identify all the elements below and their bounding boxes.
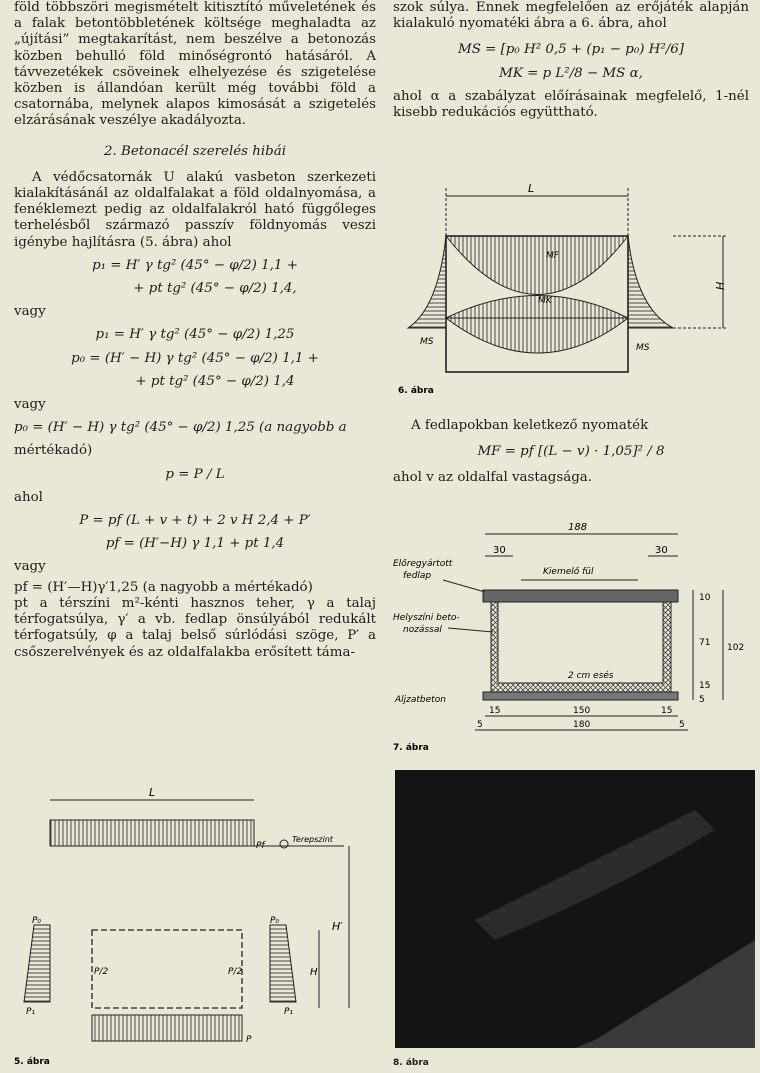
- label-fedlap: fedlap: [403, 571, 432, 581]
- fig5-label-terepszint: Terepszint: [292, 835, 333, 844]
- figure-caption: 8. ábra: [393, 1058, 429, 1068]
- dim-5-right: 5: [679, 720, 685, 730]
- section-heading: 2. Betonacél szerelés hibái: [103, 143, 287, 159]
- paragraph: ahol v az oldalfal vastagsága.: [393, 470, 593, 486]
- fig5-label-Hprime: H′: [332, 920, 343, 933]
- paragraph: pt a térszíni m²-kénti hasznos teher, γ a talaj térfogatsúlya, γ′ a vb. fedlap önsúlyából redukált térfogatsúly, φ a talaj belső súrlódási szöge, P′ a csőszerelvények és az oldalfalakba erősített táma-: [14, 595, 376, 660]
- equation: MS = [p₀ H² 0,5 + (p₁ − p₀) H²/6]: [458, 42, 684, 58]
- fig5-label-H: H: [310, 967, 318, 978]
- word-vagy: vagy: [14, 559, 46, 575]
- dim-71: 71: [699, 638, 711, 648]
- equation: + pt tg² (45° − φ/2) 1,4,: [133, 281, 297, 297]
- figure-7: [393, 520, 753, 760]
- fig6-label-H: H: [714, 281, 727, 290]
- figure-caption: 7. ábra: [393, 743, 429, 753]
- label-nozassal: nozással: [403, 625, 442, 635]
- equation: pf = (H′—H)γ′1,25 (a nagyobb a mértékadó): [14, 579, 313, 595]
- fig5-label-P0-left: P₀: [32, 916, 42, 926]
- left-column: [14, 0, 376, 661]
- word-vagy: vagy: [14, 304, 46, 320]
- dim-5-side: 5: [699, 695, 705, 705]
- label-eloregyartott: Előregyártott: [393, 559, 453, 569]
- dim-15-side: 15: [699, 681, 711, 691]
- equation: p₀ = (H′ − H) γ tg² (45° − φ/2) 1,25 (a nagyobb a: [14, 420, 347, 436]
- word-vagy: vagy: [14, 397, 46, 413]
- figure-8-photo: [395, 770, 755, 1048]
- dim-5-left: 5: [477, 720, 483, 730]
- equation: p₀ = (H′ − H) γ tg² (45° − φ/2) 1,1 +: [71, 350, 319, 366]
- equation: P = pf (L + v + t) + 2 v H 2,4 + P′: [79, 513, 311, 529]
- paragraph: A védőcsatornák U alakú vasbeton szerkezeti kialakításánál az oldalfalakat a föld oldalnyomása, a fenéklemezt pedig az oldalfalakról ható függőleges terhelésből származó passzív földnyomás veszi igénybe hajlításra (5. ábra) ahol: [14, 169, 376, 250]
- dim-30-right: 30: [655, 545, 668, 556]
- equation: MK = p L²/8 − MS α,: [499, 65, 643, 81]
- fig5-label-L: L: [149, 786, 156, 799]
- equation: p = P / L: [165, 466, 225, 482]
- paragraph: föld többszöri megismételt kitisztító műveletének és a falak betontöbbletének költsége meghaladta az „újítási” megtakarítást, nem beszélve a betonozás közben behulló föld minőségrontó hatásáról. A távvezetékek csöveinek elhelyezése és szigetelése közben is állandóan került még további föld a csatornába, melynek alapos kimosását a szigetelés elzárásának veszélye akadályozta.: [14, 0, 376, 129]
- dim-10: 10: [699, 593, 711, 603]
- equation: MF = pf [(L − v) · 1,05]² / 8: [477, 444, 665, 460]
- label-helyszini: Helyszíni beto-: [393, 613, 460, 623]
- fig6-label-MK: MK: [538, 296, 552, 306]
- equation-continuation: mértékadó): [14, 443, 93, 459]
- label-kiemelo-ful: Kiemelő fül: [543, 567, 594, 577]
- dim-102: 102: [727, 643, 745, 653]
- right-column: [393, 0, 749, 121]
- figure-6: [398, 178, 748, 398]
- figure-caption: 6. ábra: [398, 386, 434, 396]
- label-aljzatbeton: Aljzatbeton: [395, 695, 446, 705]
- equation: p₁ = H′ γ tg² (45° − φ/2) 1,1 +: [92, 257, 298, 273]
- fig5-label-P: P: [246, 1035, 252, 1045]
- equation: + pt tg² (45° − φ/2) 1,4: [135, 373, 295, 389]
- dim-180: 180: [573, 720, 591, 730]
- label-eses: 2 cm esés: [568, 671, 614, 681]
- paragraph: szok súlya. Ennek megfelelően az erőjáték alapján kialakuló nyomatéki ábra a 6. ábra, ahol: [393, 0, 749, 32]
- word-ahol: ahol: [14, 489, 43, 505]
- fig6-label-MS-left: MS: [420, 337, 434, 347]
- dim-30-left: 30: [493, 545, 506, 556]
- fig6-label-MS-right: MS: [636, 343, 650, 353]
- fig6-label-L: L: [528, 182, 535, 195]
- paragraph: A fedlapokban keletkező nyomaték: [411, 418, 649, 433]
- fig5-label-P2-left: P/2: [94, 967, 109, 977]
- fig5-label-Pf: Pf: [256, 841, 265, 851]
- dim-15-right: 15: [661, 706, 673, 716]
- equation: pf = (H′−H) γ 1,1 + pt 1,4: [105, 536, 285, 552]
- fig5-label-P1-right: P₁: [284, 1007, 294, 1017]
- figure-caption: 5. ábra: [14, 1057, 50, 1067]
- equation: p₁ = H′ γ tg² (45° − φ/2) 1,25: [95, 327, 295, 343]
- dim-188: 188: [568, 522, 588, 533]
- dim-15-left: 15: [489, 706, 501, 716]
- figure-5: [14, 780, 384, 1070]
- fig6-label-MF: MF: [546, 251, 559, 261]
- fig5-label-P2-right: P/2: [228, 967, 243, 977]
- paragraph: ahol α a szabályzat előírásainak megfelelő, 1-nél kisebb redukációs együttható.: [393, 88, 749, 121]
- fig5-label-P1-left: P₁: [26, 1007, 36, 1017]
- right-column-2: [393, 418, 749, 487]
- dim-150: 150: [573, 706, 591, 716]
- fig5-label-P0-right: P₀: [270, 916, 280, 926]
